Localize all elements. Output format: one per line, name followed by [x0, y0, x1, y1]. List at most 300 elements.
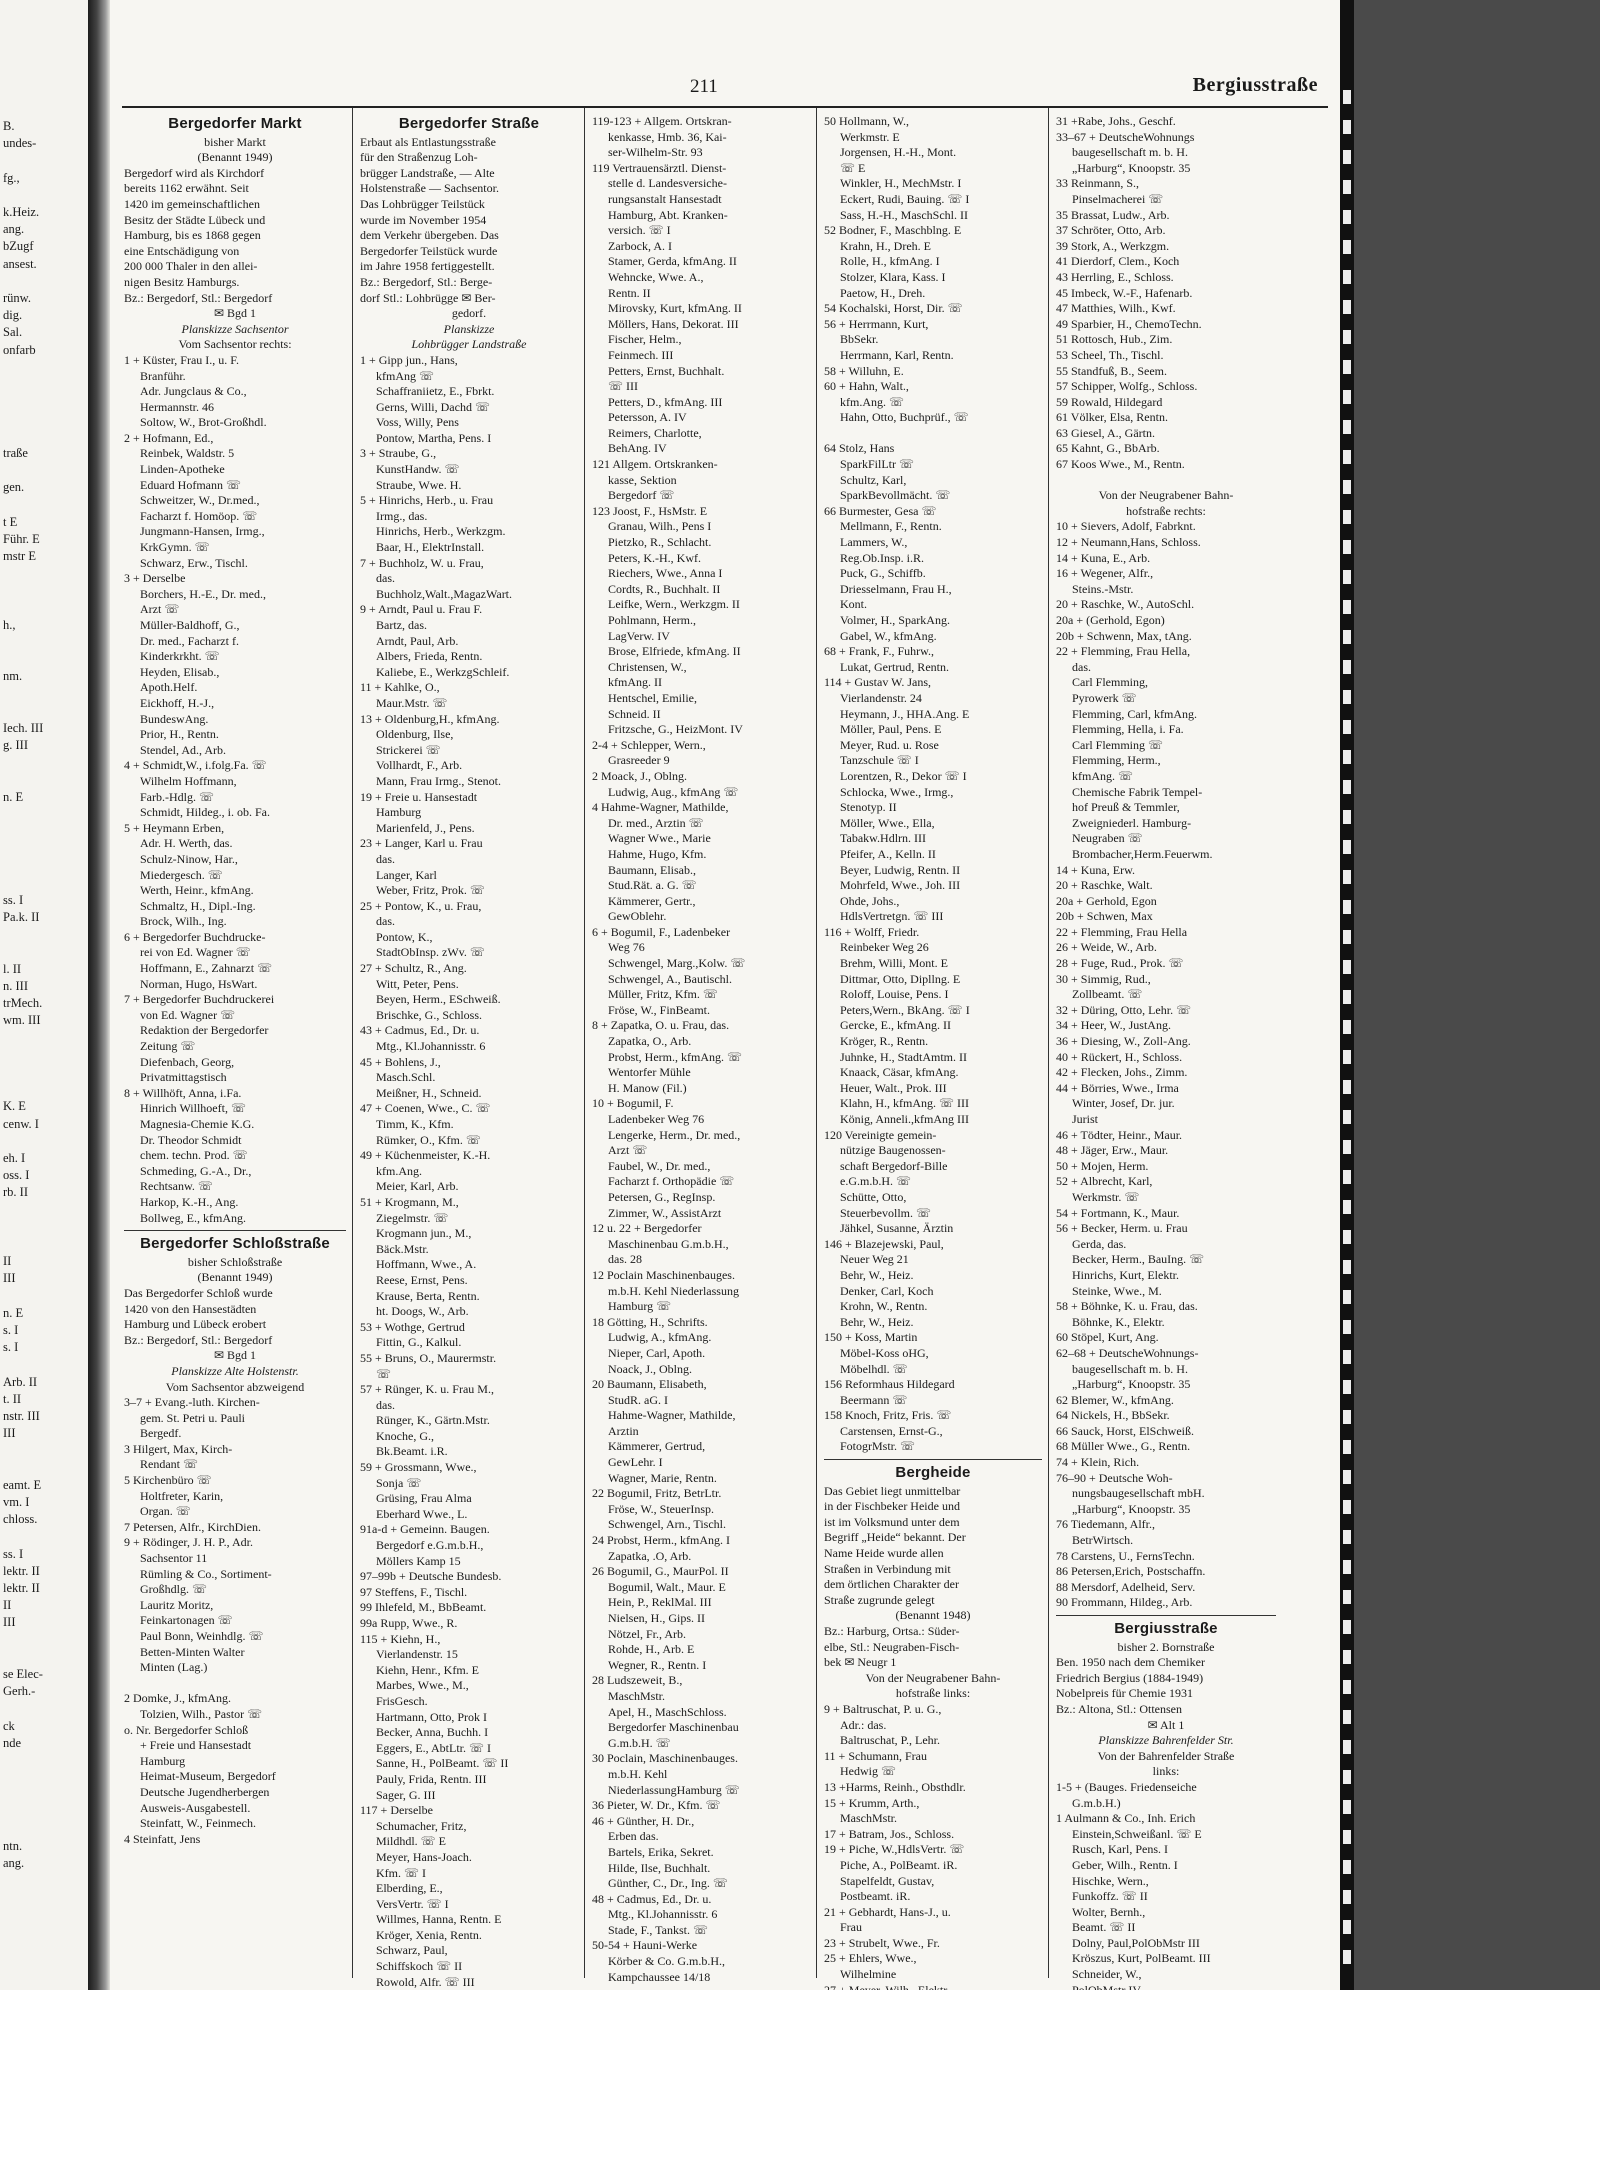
- fragment-line: onfarb: [3, 342, 36, 357]
- directory-line: 78 Carstens, U., FernsTechn.: [1056, 1548, 1195, 1563]
- directory-line: rungsanstalt Hansestadt: [608, 191, 722, 206]
- directory-line: Feinkartonagen ☏: [140, 1613, 233, 1628]
- directory-line: Geber, Wilh., Rentn. I: [1072, 1857, 1178, 1872]
- column-divider: [584, 108, 585, 1978]
- directory-line: Reg.Ob.Insp. i.R.: [840, 550, 924, 565]
- directory-line: 40 + Rückert, H., Schloss.: [1056, 1049, 1183, 1064]
- directory-line: 35 Brassat, Ludw., Arb.: [1056, 207, 1170, 222]
- directory-line: 76–90 + Deutsche Woh-: [1056, 1470, 1173, 1485]
- directory-line: Zarbock, A. I: [608, 238, 672, 253]
- directory-line: StudR. aG. I: [608, 1392, 668, 1407]
- directory-line: bek ✉ Neugr 1: [824, 1655, 897, 1670]
- edge-mark: [1343, 1140, 1351, 1154]
- directory-line: 12 u. 22 + Bergedorfer: [592, 1221, 702, 1236]
- directory-line: Piche, A., PolBeamt. iR.: [840, 1857, 958, 1872]
- directory-line: e.G.m.b.H. ☏: [840, 1174, 911, 1189]
- directory-line: Flemming, Herm.,: [1072, 753, 1161, 768]
- street-heading: Bergiusstraße: [1114, 1620, 1218, 1637]
- directory-line: 66 Sauck, Horst, ElSchweiß.: [1056, 1423, 1194, 1438]
- directory-line: 30 + Simmig, Rud.,: [1056, 971, 1151, 986]
- directory-line: Branführ.: [140, 368, 186, 383]
- directory-line: Schmaltz, H., Dipl.-Ing.: [140, 898, 256, 913]
- directory-line: Norman, Hugo, HsWart.: [140, 976, 258, 991]
- edge-mark: [1343, 1860, 1351, 1874]
- directory-line: Buchholz,Walt.,MagazWart.: [376, 586, 513, 601]
- fragment-line: s. I: [3, 1340, 19, 1355]
- directory-line: Bz.: Harburg, Ortsa.: Süder-: [824, 1624, 960, 1638]
- directory-line: Ludwig, Aug., kfmAng ☏: [608, 784, 739, 799]
- directory-line: schaft Bergedorf-Bille: [840, 1158, 948, 1173]
- street-heading: Bergedorfer Schloßstraße: [140, 1235, 330, 1253]
- fragment-line: t E: [3, 514, 18, 529]
- directory-line: chem. techn. Prod. ☏: [140, 1148, 248, 1163]
- directory-line: Hischke, Wern.,: [1072, 1873, 1149, 1888]
- directory-line: Schwarz, Paul,: [376, 1943, 448, 1958]
- directory-line: Dittmar, Otto, Dipllng. E: [840, 971, 961, 986]
- directory-line: Krogmann jun., M.,: [376, 1226, 472, 1241]
- directory-line: Hahme-Wagner, Mathilde,: [608, 1408, 736, 1423]
- directory-line: NiederlassungHamburg ☏: [608, 1782, 740, 1797]
- directory-line: nützige Baugenossen-: [840, 1143, 946, 1158]
- edge-mark: [1343, 1320, 1351, 1334]
- directory-line: Baltruschat, P., Lehr.: [840, 1733, 940, 1748]
- edge-mark: [1343, 960, 1351, 974]
- edge-mark: [1343, 1080, 1351, 1094]
- fragment-line: chloss.: [3, 1512, 38, 1527]
- directory-line: Baar, H., ElektrInstall.: [376, 540, 485, 555]
- directory-line: Flemming, Hella, i. Fa.: [1072, 722, 1184, 737]
- directory-line: 14 + Kuna, Erw.: [1056, 862, 1135, 877]
- column-divider: [816, 108, 817, 1978]
- edge-mark: [1343, 1500, 1351, 1514]
- directory-line: SparkFilLtr ☏: [840, 457, 915, 472]
- directory-line: Apoth.Helf.: [140, 680, 198, 695]
- fragment-line: t. II: [3, 1391, 22, 1406]
- directory-line: Krohn, W., Rentn.: [840, 1299, 928, 1314]
- directory-line: bisher 2. Bornstraße: [1117, 1639, 1215, 1654]
- directory-line: H. Manow (Fil.): [608, 1080, 687, 1095]
- directory-line: Peters,Wern., BkAng. ☏ I: [840, 1002, 970, 1017]
- directory-line: Vierlandenstr. 15: [376, 1647, 458, 1662]
- section-rule: [124, 1230, 346, 1231]
- directory-line: Maschinenbau G.m.b.H.,: [608, 1236, 729, 1251]
- fragment-line: gen.: [3, 480, 25, 495]
- directory-line: Grasreeder 9: [608, 753, 670, 768]
- directory-line: 9 + Baltruschat, P. u. G.,: [824, 1701, 942, 1716]
- directory-line: Bollweg, E., kfmAng.: [140, 1210, 246, 1225]
- directory-line: Heymann, J., HHA.Ang. E: [840, 706, 970, 721]
- fragment-line: traße: [3, 445, 28, 460]
- directory-line: in der Fischbeker Heide und: [824, 1499, 960, 1514]
- directory-line: Schneider, W.,: [1072, 1967, 1142, 1982]
- directory-line: Maur.Mstr. ☏: [376, 695, 448, 710]
- directory-line: 59 Rowald, Hildegard: [1056, 394, 1163, 409]
- directory-line: „Harburg“, Knoopstr. 35: [1072, 1501, 1191, 1516]
- directory-line: Fritzsche, G., HeizMont. IV: [608, 722, 743, 737]
- edge-mark: [1343, 1440, 1351, 1454]
- directory-line: Möller, Paul, Pens. E: [840, 722, 942, 737]
- directory-line: kasse, Sektion: [608, 472, 677, 487]
- directory-line: Wehncke, Wwe. A.,: [608, 269, 704, 284]
- directory-line: Bergedorfer Teilstück wurde: [360, 243, 498, 258]
- directory-line: Hinrich Willhoeft, ☏: [140, 1101, 246, 1116]
- directory-line: Nobelpreis für Chemie 1931: [1056, 1686, 1193, 1701]
- directory-line: Fröse, W., SteuerInsp.: [608, 1501, 714, 1516]
- directory-line: von Ed. Wagner ☏: [140, 1007, 236, 1022]
- edge-mark: [1343, 90, 1351, 104]
- directory-line: Stade, F., Tankst. ☏: [608, 1922, 708, 1937]
- directory-line: gedorf.: [451, 306, 487, 321]
- directory-line: Arzt ☏: [140, 602, 180, 617]
- directory-line: Gerns, Willi, Dachd ☏: [376, 399, 490, 414]
- directory-line: Paetow, H., Dreh.: [840, 285, 926, 300]
- edge-mark: [1343, 390, 1351, 404]
- directory-line: 58 + Böhnke, K. u. Frau, das.: [1056, 1299, 1198, 1314]
- fragment-line: bZugf: [3, 239, 34, 254]
- directory-line: 10 + Bogumil, F.: [592, 1096, 674, 1111]
- directory-line: (Benannt 1949): [197, 150, 273, 165]
- directory-line: 117 + Derselbe: [360, 1803, 433, 1818]
- directory-line: 62–68 + DeutscheWohnungs-: [1056, 1345, 1199, 1360]
- directory-line: Eduard Hofmann ☏: [140, 477, 241, 492]
- directory-line: Dr. Theodor Schmidt: [140, 1132, 242, 1147]
- book-edge: [1340, 0, 1354, 1990]
- directory-line: Erben das.: [608, 1829, 659, 1844]
- directory-line: Marienfeld, J., Pens.: [376, 820, 475, 835]
- directory-line: dorf Stl.: Lohbrügge ✉ Ber-: [360, 290, 496, 305]
- directory-line: Lukat, Gertrud, Rentn.: [840, 659, 949, 674]
- directory-line: Meyer, Hans-Joach.: [376, 1849, 472, 1864]
- directory-line: Schulz-Ninow, Har.,: [140, 851, 238, 866]
- column-divider: [352, 108, 353, 1978]
- directory-line: stelle d. Landesversiche-: [608, 176, 727, 191]
- directory-line: „Harburg“, Knoopstr. 35: [1072, 1377, 1191, 1392]
- directory-line: Petersson, A. IV: [608, 410, 687, 425]
- directory-line: Steinke, Wwe., M.: [1072, 1283, 1162, 1298]
- directory-line: Müller-Baldhoff, G.,: [140, 618, 240, 632]
- directory-line: 49 + Küchenmeister, K.-H.: [360, 1148, 491, 1163]
- directory-line: 11 + Schumann, Frau: [824, 1748, 927, 1763]
- directory-line: Name Heide wurde allen: [824, 1546, 944, 1561]
- fragment-line: nm.: [3, 669, 23, 684]
- edge-mark: [1343, 1740, 1351, 1754]
- directory-line: 52 + Albrecht, Karl,: [1056, 1174, 1153, 1189]
- directory-line: Böhnke, K., Elektr.: [1072, 1314, 1165, 1329]
- directory-line: KunstHandw. ☏: [376, 462, 460, 477]
- directory-line: links:: [1152, 1764, 1180, 1779]
- directory-line: Langer, Karl: [376, 867, 437, 882]
- directory-line: FotogrMstr. ☏: [840, 1439, 916, 1454]
- directory-line: 2-4 + Schlepper, Wern.,: [592, 737, 706, 752]
- running-head: Bergiusstraße: [1192, 74, 1318, 96]
- directory-line: 1420 im gemeinschaftlichen: [124, 196, 260, 211]
- fragment-line: lektr. II: [3, 1581, 40, 1595]
- directory-line: Feinmech. III: [608, 347, 674, 362]
- directory-line: Kaliebe, E., WerkzgSchleif.: [376, 664, 510, 679]
- fragment-line: s. I: [3, 1323, 19, 1337]
- directory-line: Erbaut als Entlastungsstraße: [360, 134, 496, 149]
- directory-line: Fröse, W., FinBeamt.: [608, 1002, 711, 1017]
- directory-line: Bogumil, Walt., Maur. E: [608, 1579, 726, 1594]
- directory-line: 123 Joost, F., HsMstr. E: [592, 503, 708, 518]
- directory-line: Facharzt f. Orthopädie ☏: [608, 1174, 735, 1189]
- directory-line: 25 + Pontow, K., u. Frau,: [360, 898, 482, 913]
- directory-line: 1 Aulmann & Co., Inh. Erich: [1056, 1811, 1196, 1826]
- directory-line: kfm.Ang. ☏: [840, 394, 905, 409]
- directory-line: Hedwig ☏: [840, 1764, 896, 1779]
- directory-line: Betten-Minten Walter: [140, 1644, 245, 1659]
- edge-mark: [1343, 330, 1351, 344]
- directory-line: o. Nr. Bergedorfer Schloß: [124, 1722, 249, 1737]
- directory-line: 32 + Düring, Otto, Lehr. ☏: [1056, 1002, 1192, 1017]
- directory-line: 52 Bodner, F., Maschblng. E: [824, 223, 962, 238]
- edge-mark: [1343, 1710, 1351, 1724]
- directory-line: Hein, P., ReklMal. III: [608, 1595, 712, 1610]
- directory-line: 18 Götting, H., Schrifts.: [592, 1314, 708, 1329]
- directory-line: kfmAng. II: [608, 675, 662, 690]
- directory-line: 20b + Schwenn, Max, tAng.: [1056, 628, 1192, 643]
- fragment-line: l. II: [3, 961, 22, 976]
- directory-line: Kämmerer, Gertr.,: [608, 893, 696, 908]
- directory-line: Stenotyp. II: [840, 800, 897, 815]
- directory-line: Krahn, H., Dreh. E: [840, 238, 931, 253]
- fragment-line: fg.,: [3, 170, 20, 185]
- directory-line: Steuerbevollm. ☏: [840, 1205, 931, 1220]
- directory-line: Rolle, H., kfmAng. I: [840, 254, 940, 269]
- directory-line: Voss, Willy, Pens: [376, 415, 459, 430]
- directory-line: Probst, Herm., kfmAng. ☏: [608, 1049, 742, 1064]
- directory-line: Brischke, G., Schloss.: [376, 1007, 482, 1022]
- directory-line: hof Preuß & Temmler,: [1072, 800, 1180, 815]
- edge-mark: [1343, 1950, 1351, 1964]
- directory-line: brügger Landstraße, — Alte: [360, 165, 495, 180]
- directory-line: G.m.b.H.): [1072, 1795, 1121, 1810]
- directory-line: 2 + Hofmann, Ed.,: [124, 430, 214, 445]
- directory-line: Privatmittagstisch: [140, 1070, 227, 1085]
- directory-line: Heyden, Elisab.,: [140, 664, 220, 679]
- edge-mark: [1343, 1200, 1351, 1214]
- directory-line: Von der Neugrabener Bahn-: [1098, 488, 1234, 503]
- directory-line: 7 + Buchholz, W. u. Frau,: [360, 555, 484, 570]
- edge-mark: [1343, 240, 1351, 254]
- directory-line: Mann, Frau Irmg., Stenot.: [376, 773, 501, 788]
- directory-line: Hamburg und Lübeck erobert: [124, 1317, 267, 1332]
- directory-line: 20b + Schwen, Max: [1056, 909, 1153, 924]
- directory-line: 25 + Ehlers, Wwe.,: [824, 1951, 917, 1966]
- directory-line: Cordts, R., Buchhalt. II: [608, 581, 721, 596]
- directory-line: Lammers, W.,: [840, 535, 908, 550]
- edge-mark: [1343, 780, 1351, 794]
- directory-line: Christensen, W.,: [608, 659, 687, 674]
- directory-line: Bergedorf wird als Kirchdorf: [124, 165, 265, 180]
- directory-line: Knaack, Cäsar, kfmAng.: [840, 1065, 959, 1080]
- directory-line: Nötzel, Fr., Arb.: [608, 1626, 686, 1641]
- directory-line: Zapatka, .O, Arb.: [608, 1548, 692, 1563]
- directory-line: Sager, G. III: [376, 1787, 436, 1802]
- edge-mark: [1343, 990, 1351, 1004]
- directory-line: Tanzschule ☏ I: [840, 753, 919, 768]
- directory-line: Das Gebiet liegt unmittelbar: [824, 1483, 961, 1498]
- directory-line: 12 Poclain Maschinenbauges.: [592, 1267, 735, 1282]
- directory-line: Marbes, Wwe., M.,: [376, 1678, 469, 1693]
- directory-line: 19 + Freie u. Hansestadt: [360, 789, 478, 804]
- directory-line: Planskizze Bahrenfelder Str.: [1098, 1733, 1234, 1748]
- directory-line: Juhnke, H., StadtAmtm. II: [840, 1049, 967, 1064]
- directory-line: 86 Petersen,Erich, Postschaffn.: [1056, 1564, 1206, 1579]
- edge-mark: [1343, 540, 1351, 554]
- directory-line: Zweigniederl. Hamburg-: [1072, 815, 1192, 830]
- directory-line: kfmAng ☏: [376, 368, 435, 383]
- directory-line: Klahn, H., kfmAng. ☏ III: [840, 1096, 969, 1111]
- directory-line: Schumacher, Fritz,: [376, 1818, 467, 1833]
- directory-line: 76 Tiedemann, Alfr.,: [1056, 1517, 1156, 1532]
- directory-line: Hoffmann, E., Zahnarzt ☏: [140, 961, 273, 976]
- directory-line: 8 + Zapatka, O. u. Frau, das.: [592, 1018, 730, 1033]
- directory-line: Werth, Heinr., kfmAng.: [140, 883, 254, 898]
- edge-mark: [1343, 1050, 1351, 1064]
- directory-line: Schweitzer, W., Dr.med.,: [140, 493, 260, 508]
- fragment-line: K. E: [3, 1099, 26, 1114]
- directory-line: LagVerw. IV: [608, 628, 670, 643]
- directory-line: Bäck.Mstr.: [376, 1241, 429, 1256]
- directory-line: Schmeding, G.-A., Dr.,: [140, 1163, 252, 1178]
- directory-line: Körber & Co. G.m.b.H.,: [608, 1954, 725, 1969]
- edge-mark: [1343, 300, 1351, 314]
- directory-line: 57 Schipper, Wolfg., Schloss.: [1056, 379, 1198, 394]
- book-gutter: [88, 0, 110, 1990]
- edge-mark: [1343, 1350, 1351, 1364]
- directory-line: Zollbeamt. ☏: [1072, 987, 1143, 1002]
- edge-mark: [1343, 570, 1351, 584]
- fragment-line: nde: [3, 1735, 22, 1750]
- directory-line: 99 Ihlefeld, M., BbBeamt.: [360, 1600, 487, 1615]
- directory-line: nungsbaugesellschaft mbH.: [1072, 1486, 1205, 1501]
- directory-line: Wagner Wwe., Marie: [608, 831, 711, 846]
- directory-line: Postbeamt. iR.: [840, 1889, 911, 1904]
- directory-line: ☏ E: [840, 160, 866, 175]
- directory-line: rei von Ed. Wagner ☏: [140, 945, 251, 960]
- directory-line: 33 Reinmann, S.,: [1056, 176, 1139, 191]
- directory-line: Schiffskoch ☏ II: [376, 1959, 463, 1974]
- fragment-line: lektr. II: [3, 1563, 40, 1578]
- directory-line: Oldenburg, Ilse,: [376, 727, 454, 742]
- directory-line: 22 + Flemming, Frau Hella: [1056, 924, 1188, 939]
- directory-line: Planskizze Alte Holstenstr.: [171, 1363, 299, 1378]
- directory-line: 5 Kirchenbüro ☏: [124, 1473, 212, 1488]
- directory-line: 3 Hilgert, Max, Kirch-: [124, 1441, 233, 1456]
- page-number: 211: [690, 76, 718, 97]
- edge-mark: [1343, 660, 1351, 674]
- directory-line: 55 Standfuß, B., Seem.: [1056, 363, 1167, 378]
- directory-line: 33–67 + DeutscheWohnungs: [1056, 129, 1195, 144]
- directory-line: Funkoffz. ☏ II: [1072, 1889, 1148, 1904]
- directory-line: ✉ Bgd 1: [213, 306, 257, 321]
- fragment-line: eamt. E: [3, 1477, 42, 1492]
- directory-line: hofstraße links:: [895, 1686, 971, 1701]
- fragment-line: II: [3, 1598, 12, 1613]
- directory-line: 22 + Flemming, Frau Hella,: [1056, 644, 1191, 659]
- directory-line: ☏ III: [608, 379, 638, 394]
- edge-mark: [1343, 1800, 1351, 1814]
- directory-line: 120 Vereinigte gemein-: [824, 1127, 937, 1142]
- edge-mark: [1343, 270, 1351, 284]
- directory-line: Diefenbach, Georg,: [140, 1054, 235, 1069]
- edge-mark: [1343, 1020, 1351, 1034]
- directory-line: Einstein,Schweißanl. ☏ E: [1072, 1826, 1202, 1841]
- directory-line: Harkop, K.-H., Ang.: [140, 1194, 239, 1209]
- edge-mark: [1343, 600, 1351, 614]
- directory-line: Heimat-Museum, Bergedorf: [140, 1769, 276, 1784]
- edge-mark: [1343, 870, 1351, 884]
- directory-line: Straße zugrunde gelegt: [824, 1592, 935, 1607]
- directory-line: das. 28: [608, 1252, 642, 1267]
- directory-line: Tabakw.Hdlrn. III: [840, 831, 927, 846]
- directory-line: Schmidt, Hildeg., i. ob. Fa.: [140, 805, 270, 820]
- directory-line: 8 + Willhöft, Anna, i.Fa.: [124, 1085, 242, 1100]
- directory-line: Begriff „Heide“ bekannt. Der: [824, 1530, 966, 1545]
- directory-line: BundeswAng.: [140, 711, 209, 726]
- edge-mark: [1343, 1590, 1351, 1604]
- directory-line: Willmes, Hanna, Rentn. E: [376, 1912, 502, 1927]
- directory-line: das.: [376, 1397, 395, 1412]
- left-page-fragment: [0, 0, 88, 1990]
- directory-line: Dr. med., Facharzt f.: [140, 633, 239, 648]
- directory-line: Wolter, Bernh.,: [1072, 1904, 1146, 1919]
- directory-line: Lauritz Moritz,: [140, 1597, 214, 1612]
- edge-mark: [1343, 120, 1351, 134]
- directory-line: [124, 1676, 346, 1692]
- directory-line: 6 + Bogumil, F., Ladenbeker: [592, 924, 731, 939]
- directory-line: Kfm. ☏ I: [376, 1865, 426, 1880]
- directory-line: 24 Probst, Herm., kfmAng. I: [592, 1533, 730, 1548]
- directory-line: Bartz, das.: [376, 618, 427, 632]
- directory-line: das.: [376, 914, 395, 929]
- directory-line: Dr. med., Arztin ☏: [608, 815, 704, 830]
- fragment-line: rb. II: [3, 1185, 28, 1200]
- directory-line: Timm, K., Kfm.: [376, 1117, 454, 1131]
- directory-line: 9 + Rödinger, J. H. P., Adr.: [124, 1535, 253, 1550]
- directory-line: Kröszus, Kurt, PolBeamt. III: [1072, 1951, 1211, 1966]
- directory-line: versich. ☏ I: [608, 223, 671, 238]
- fragment-line: Führ. E: [3, 531, 40, 546]
- directory-line: Adr. H. Werth, das.: [140, 836, 233, 851]
- directory-line: 156 Reformhaus Hildegard: [824, 1377, 955, 1392]
- directory-line: 150 + Koss, Martin: [824, 1330, 918, 1345]
- directory-line: 68 Müller Wwe., G., Rentn.: [1056, 1439, 1191, 1454]
- directory-line: Kont.: [840, 597, 867, 612]
- directory-line: Miedergesch. ☏: [140, 867, 223, 882]
- directory-line: KrkGymn. ☏: [140, 540, 210, 555]
- directory-line: Reimers, Charlotte,: [608, 425, 702, 440]
- directory-line: Heuer, Walt., Prok. III: [840, 1080, 947, 1095]
- directory-line: Lorentzen, R., Dekor ☏ I: [840, 768, 967, 783]
- directory-line: bisher Schloßstraße: [187, 1254, 283, 1269]
- directory-line: 158 Knoch, Fritz, Fris. ☏: [824, 1408, 952, 1423]
- directory-line: 46 + Günther, H. Dr.,: [592, 1813, 695, 1828]
- fragment-line: ck: [3, 1718, 15, 1733]
- fragment-line: Arb. II: [3, 1374, 38, 1389]
- directory-line: 50 Hollmann, W.,: [824, 114, 910, 128]
- directory-line: Ohde, Johs.,: [840, 893, 900, 908]
- directory-line: StadtObInsp. zWv. ☏: [376, 945, 485, 960]
- edge-mark: [1343, 1560, 1351, 1574]
- directory-line: Beyer, Ludwig, Rentn. II: [840, 862, 961, 877]
- directory-line: 1 + Gipp jun., Hans,: [360, 352, 458, 367]
- fragment-line: mstr E: [3, 549, 36, 563]
- directory-line: Bergedorfer Maschinenbau: [608, 1720, 739, 1735]
- directory-line: 51 Rottosch, Hub., Zim.: [1056, 332, 1173, 347]
- directory-line: Hahme, Hugo, Kfm.: [608, 846, 707, 861]
